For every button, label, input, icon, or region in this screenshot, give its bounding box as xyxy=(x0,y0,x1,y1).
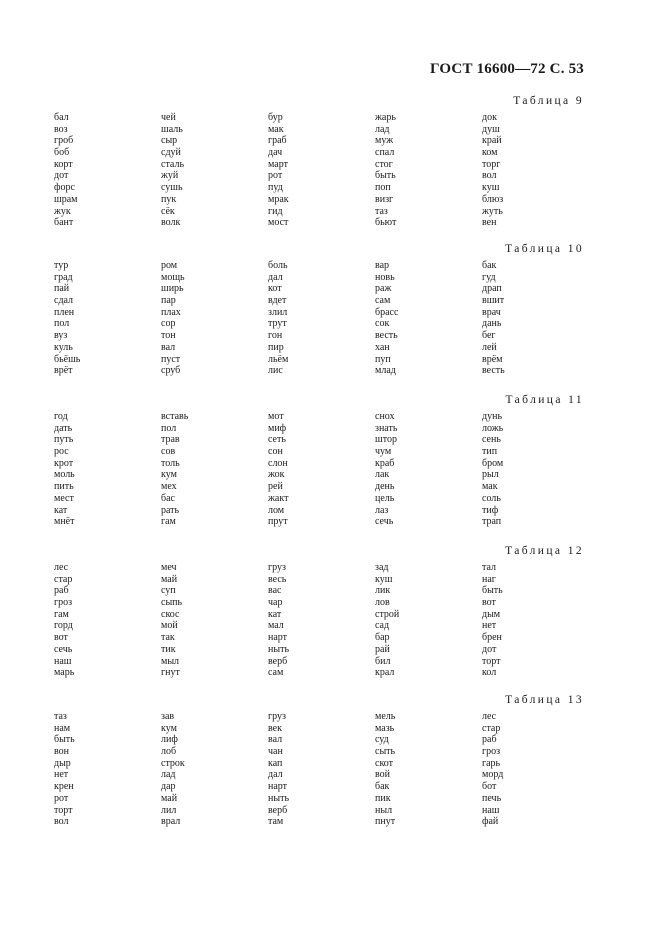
word-cell: таз xyxy=(375,205,388,217)
word-cell: сов xyxy=(161,446,176,458)
word-cell: лом xyxy=(268,504,285,516)
word-cell: вставь xyxy=(161,411,189,422)
word-cell: пук xyxy=(161,193,177,205)
word-cell: тип xyxy=(482,446,498,458)
word-cell: мост xyxy=(268,217,289,229)
word-cell: моль xyxy=(54,469,75,481)
word-cell: куль xyxy=(54,341,73,353)
word-cell: брен xyxy=(482,632,502,644)
word-cell: дач xyxy=(268,147,283,159)
word-cell: драп xyxy=(482,283,502,295)
word-cell: таз xyxy=(54,711,67,722)
word-cell: ложь xyxy=(482,422,504,434)
word-cell: плах xyxy=(161,306,181,318)
word-cell: бак xyxy=(375,781,390,793)
word-grid xyxy=(54,711,584,828)
word-cell: гам xyxy=(161,516,176,528)
table-title: Таблица 9 xyxy=(513,95,584,107)
word-cell: пол xyxy=(161,422,177,434)
word-cell: быть xyxy=(54,734,75,746)
word-cell: пнут xyxy=(375,816,396,828)
word-cell: наш xyxy=(54,655,72,667)
word-cell: рос xyxy=(54,446,69,458)
word-cell: сыпь xyxy=(161,597,183,609)
word-table xyxy=(54,240,584,377)
word-cell: брасс xyxy=(375,306,399,318)
word-cell: весь xyxy=(268,573,287,585)
word-cell: гроб xyxy=(54,135,74,147)
word-cell: строй xyxy=(375,608,400,620)
word-cell: нарт xyxy=(268,632,288,644)
word-cell: дунь xyxy=(482,411,502,422)
word-cell: сеть xyxy=(268,434,286,446)
word-cell: снох xyxy=(375,411,395,422)
word-cell: муж xyxy=(375,135,394,147)
word-cell: быть xyxy=(375,170,396,182)
word-cell: так xyxy=(161,632,175,644)
word-cell: раж xyxy=(375,283,392,295)
word-table xyxy=(54,92,584,229)
word-cell: мал xyxy=(268,620,284,632)
word-cell: мак xyxy=(482,481,498,493)
word-cell: жакт xyxy=(268,492,289,504)
word-cell: быть xyxy=(482,585,503,597)
word-cell: пай xyxy=(54,283,70,295)
word-cell: лиф xyxy=(161,734,178,746)
word-cell: вол xyxy=(482,170,497,182)
word-cell: верб xyxy=(268,804,288,816)
word-cell: бьют xyxy=(375,217,397,229)
word-cell: край xyxy=(482,135,502,147)
word-cell: чан xyxy=(268,746,283,758)
word-cell: лес xyxy=(482,711,497,722)
word-cell: льём xyxy=(268,353,289,365)
word-cell: гроз xyxy=(54,597,73,609)
word-cell: трап xyxy=(482,516,502,528)
word-cell: торт xyxy=(482,655,501,667)
word-cell: вол xyxy=(54,816,69,828)
word-cell: рай xyxy=(375,643,390,655)
word-cell: май xyxy=(161,573,178,585)
word-cell: морд xyxy=(482,769,504,781)
word-cell: сам xyxy=(268,667,284,679)
word-cell: день xyxy=(375,481,395,493)
word-cell: дать xyxy=(54,422,73,434)
word-cell: скот xyxy=(375,757,394,769)
word-cell: бил xyxy=(375,655,391,667)
word-cell: дым xyxy=(482,608,501,620)
word-cell: тон xyxy=(161,330,176,342)
word-cell: вшит xyxy=(482,295,505,307)
word-cell: жуть xyxy=(482,205,503,217)
word-cell: пить xyxy=(54,481,74,493)
word-cell: вдет xyxy=(268,295,287,307)
word-cell: нарт xyxy=(268,781,288,793)
word-cell: куш xyxy=(375,573,393,585)
word-cell: сок xyxy=(375,318,390,330)
word-cell: марь xyxy=(54,667,75,679)
word-cell: дот xyxy=(54,170,69,182)
word-cell: куш xyxy=(482,182,500,194)
word-cell: трав xyxy=(161,434,180,446)
word-cell: пуд xyxy=(268,182,283,194)
table-title: Таблица 12 xyxy=(505,545,584,557)
word-cell: там xyxy=(268,816,284,828)
word-cell: спал xyxy=(375,147,395,159)
word-cell: сдуй xyxy=(161,147,181,159)
word-cell: бег xyxy=(482,330,496,342)
word-cell: рот xyxy=(54,792,69,804)
word-cell: гид xyxy=(268,205,283,217)
word-cell: шрам xyxy=(54,193,78,205)
word-cell: лов xyxy=(375,597,390,609)
word-cell: груз xyxy=(268,711,286,722)
word-cell: век xyxy=(268,722,282,734)
word-cell: крал xyxy=(375,667,395,679)
word-cell: воз xyxy=(54,123,68,135)
word-cell: вас xyxy=(268,585,282,597)
word-cell: весть xyxy=(375,330,398,342)
word-cell: цель xyxy=(375,492,395,504)
word-cell: мрак xyxy=(268,193,289,205)
word-cell: лис xyxy=(268,365,283,377)
word-cell: кап xyxy=(268,757,283,769)
word-grid xyxy=(54,260,584,377)
word-cell: сыть xyxy=(375,746,396,758)
word-cell: чум xyxy=(375,446,392,458)
word-cell: шаль xyxy=(161,123,183,135)
word-cell: волк xyxy=(161,217,181,229)
word-cell: сон xyxy=(268,446,283,458)
word-cell: злил xyxy=(268,306,288,318)
word-cell: дань xyxy=(482,318,502,330)
word-cell: кот xyxy=(268,283,282,295)
word-cell: хан xyxy=(375,341,390,353)
word-cell: мель xyxy=(375,711,396,722)
word-cell: мыл xyxy=(161,655,180,667)
word-cell: тал xyxy=(482,562,497,573)
word-cell: суд xyxy=(375,734,389,746)
word-cell: гон xyxy=(268,330,283,342)
word-cell: толь xyxy=(161,457,180,469)
word-cell: гнут xyxy=(161,667,180,679)
word-cell: сень xyxy=(482,434,501,446)
word-cell: сор xyxy=(161,318,176,330)
word-cell: бал xyxy=(54,112,69,123)
word-cell: вал xyxy=(268,734,283,746)
word-cell: верб xyxy=(268,655,288,667)
table-title: Таблица 13 xyxy=(505,694,584,706)
table-title: Таблица 11 xyxy=(505,394,584,406)
word-cell: гуд xyxy=(482,271,496,283)
word-cell: сталь xyxy=(161,158,185,170)
word-cell: лик xyxy=(375,585,391,597)
word-cell: стар xyxy=(482,722,501,734)
word-cell: нам xyxy=(54,722,71,734)
word-cell: сдал xyxy=(54,295,74,307)
word-cell: рей xyxy=(268,481,283,493)
word-cell: вот xyxy=(482,597,496,609)
word-cell: сушь xyxy=(161,182,183,194)
word-cell: граб xyxy=(268,135,287,147)
word-table xyxy=(54,691,584,828)
word-cell: пуст xyxy=(161,353,181,365)
word-cell: ныл xyxy=(375,804,393,816)
word-cell: док xyxy=(482,112,497,123)
word-cell: визг xyxy=(375,193,394,205)
word-cell: пир xyxy=(268,341,284,353)
word-cell: бур xyxy=(268,112,283,123)
word-cell: рать xyxy=(161,504,180,516)
word-cell: бар xyxy=(375,632,390,644)
word-cell: штор xyxy=(375,434,397,446)
word-cell: трут xyxy=(268,318,287,330)
word-cell: зав xyxy=(161,711,175,722)
word-cell: стар xyxy=(54,573,73,585)
word-cell: груз xyxy=(268,562,286,573)
word-cell: нет xyxy=(54,769,69,781)
word-cell: боль xyxy=(268,260,288,271)
word-cell: нет xyxy=(482,620,497,632)
word-grid xyxy=(54,112,584,229)
word-cell: мак xyxy=(268,123,284,135)
word-cell: зад xyxy=(375,562,389,573)
word-grid xyxy=(54,411,584,528)
word-cell: вен xyxy=(482,217,497,229)
word-cell: лад xyxy=(161,769,176,781)
word-cell: кум xyxy=(161,469,177,481)
word-cell: миф xyxy=(268,422,287,434)
word-cell: суп xyxy=(161,585,176,597)
word-cell: мощь xyxy=(161,271,185,283)
word-cell: ром xyxy=(161,260,178,271)
word-cell: бас xyxy=(161,492,175,504)
word-cell: раб xyxy=(54,585,69,597)
word-cell: соль xyxy=(482,492,501,504)
word-cell: вуз xyxy=(54,330,68,342)
word-cell: раб xyxy=(482,734,497,746)
word-cell: плен xyxy=(54,306,75,318)
word-cell: лес xyxy=(54,562,69,573)
word-cell: дыр xyxy=(54,757,71,769)
word-cell: строк xyxy=(161,757,185,769)
word-cell: ком xyxy=(482,147,498,159)
word-cell: торт xyxy=(54,804,73,816)
word-cell: жок xyxy=(268,469,285,481)
word-cell: печь xyxy=(482,792,502,804)
word-cell: боб xyxy=(54,147,70,159)
word-cell: кум xyxy=(161,722,177,734)
word-cell: поп xyxy=(375,182,391,194)
word-cell: крот xyxy=(54,457,74,469)
word-cell: мазь xyxy=(375,722,395,734)
word-cell: пар xyxy=(161,295,176,307)
word-cell: рот xyxy=(268,170,283,182)
word-cell: чар xyxy=(268,597,283,609)
word-cell: бром xyxy=(482,457,504,469)
word-cell: корт xyxy=(54,158,73,170)
word-cell: пуп xyxy=(375,353,391,365)
word-cell: сам xyxy=(375,295,391,307)
word-cell: сечь xyxy=(54,643,73,655)
word-cell: вон xyxy=(54,746,70,758)
word-cell: чей xyxy=(161,112,176,123)
word-cell: гроз xyxy=(482,746,501,758)
word-cell: прут xyxy=(268,516,288,528)
word-table xyxy=(54,542,584,679)
word-cell: сыр xyxy=(161,135,178,147)
word-cell: кат xyxy=(268,608,282,620)
word-cell: сруб xyxy=(161,365,181,377)
word-cell: ныть xyxy=(268,792,290,804)
word-cell: гарь xyxy=(482,757,501,769)
word-cell: вал xyxy=(161,341,176,353)
word-cell: душ xyxy=(482,123,500,135)
word-cell: стог xyxy=(375,158,393,170)
word-cell: врёт xyxy=(54,365,73,377)
word-cell: горд xyxy=(54,620,73,632)
page-header: ГОСТ 16600—72 С. 53 xyxy=(430,61,584,77)
word-cell: краб xyxy=(375,457,395,469)
word-cell: сечь xyxy=(375,516,394,528)
word-cell: слон xyxy=(268,457,288,469)
word-cell: знать xyxy=(375,422,398,434)
word-cell: наг xyxy=(482,573,496,585)
word-cell: врач xyxy=(482,306,501,318)
word-cell: тур xyxy=(54,260,69,271)
word-cell: бак xyxy=(482,260,497,271)
word-cell: пик xyxy=(375,792,391,804)
word-cell: скос xyxy=(161,608,180,620)
word-cell: мех xyxy=(161,481,177,493)
word-cell: лил xyxy=(161,804,177,816)
word-cell: форс xyxy=(54,182,75,194)
word-cell: крен xyxy=(54,781,74,793)
word-cell: бант xyxy=(54,217,74,229)
word-cell: мест xyxy=(54,492,74,504)
word-cell: бот xyxy=(482,781,497,793)
word-cell: град xyxy=(54,271,73,283)
word-cell: дал xyxy=(268,271,283,283)
word-cell: врём xyxy=(482,353,503,365)
word-cell: гам xyxy=(54,608,69,620)
word-cell: ныть xyxy=(268,643,290,655)
word-cell: наш xyxy=(482,804,500,816)
word-cell: фай xyxy=(482,816,499,828)
word-cell: сёк xyxy=(161,205,175,217)
word-cell: год xyxy=(54,411,68,422)
word-cell: млад xyxy=(375,365,396,377)
word-cell: бьёшь xyxy=(54,353,81,365)
word-cell: лак xyxy=(375,469,390,481)
word-cell: тик xyxy=(161,643,176,655)
table-title: Таблица 10 xyxy=(505,243,584,255)
word-cell: лей xyxy=(482,341,497,353)
word-cell: весть xyxy=(482,365,505,377)
word-cell: мой xyxy=(161,620,178,632)
word-cell: лоб xyxy=(161,746,177,758)
word-cell: путь xyxy=(54,434,74,446)
word-cell: вой xyxy=(375,769,391,781)
word-cell: тиф xyxy=(482,504,499,516)
word-cell: лад xyxy=(375,123,390,135)
word-cell: май xyxy=(161,792,178,804)
word-cell: вот xyxy=(54,632,68,644)
word-grid xyxy=(54,562,584,679)
word-cell: жук xyxy=(54,205,71,217)
word-cell: кол xyxy=(482,667,497,679)
word-cell: дот xyxy=(482,643,497,655)
word-cell: дал xyxy=(268,769,283,781)
word-cell: март xyxy=(268,158,288,170)
word-cell: мот xyxy=(268,411,284,422)
word-table xyxy=(54,391,584,528)
word-cell: врал xyxy=(161,816,181,828)
word-cell: кат xyxy=(54,504,68,516)
word-cell: меч xyxy=(161,562,177,573)
word-cell: торг xyxy=(482,158,501,170)
word-cell: жуй xyxy=(161,170,179,182)
word-cell: жарь xyxy=(375,112,396,123)
word-cell: пол xyxy=(54,318,70,330)
word-cell: дар xyxy=(161,781,176,793)
word-cell: лаз xyxy=(375,504,389,516)
word-cell: ширь xyxy=(161,283,184,295)
word-cell: рыл xyxy=(482,469,499,481)
word-cell: мнёт xyxy=(54,516,75,528)
word-cell: сад xyxy=(375,620,390,632)
word-cell: вар xyxy=(375,260,390,271)
word-cell: новь xyxy=(375,271,395,283)
word-cell: блюз xyxy=(482,193,504,205)
